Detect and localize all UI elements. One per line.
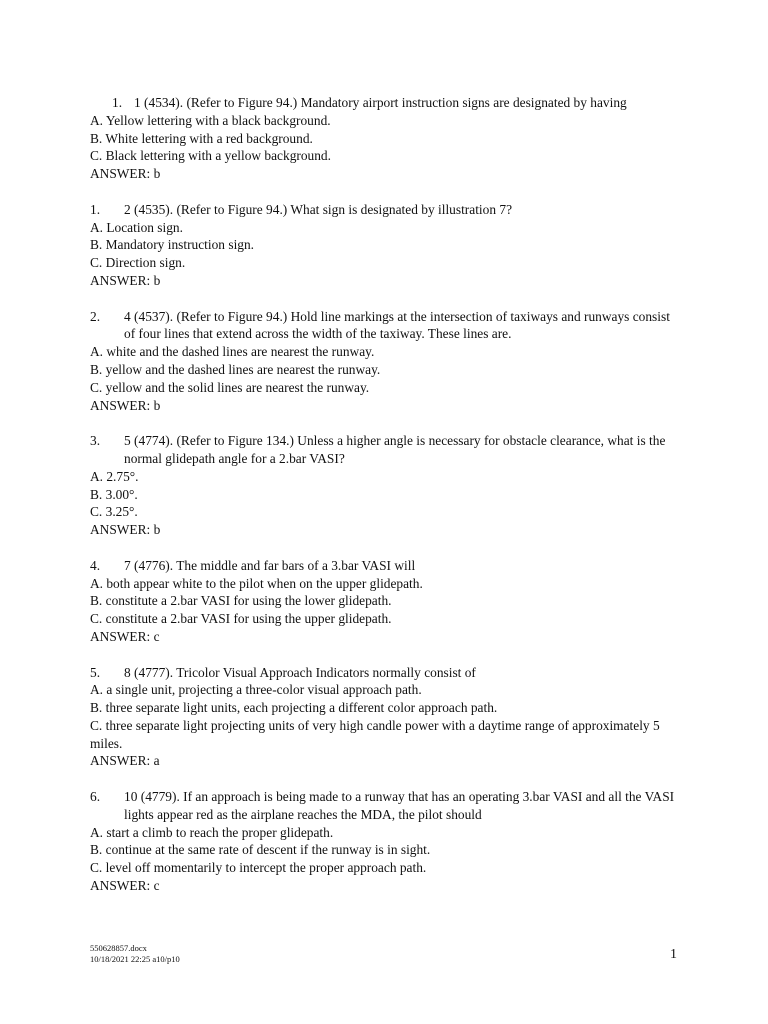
option-c: C. level off momentarily to intercept the proper approach path. [90,860,427,876]
option-b: B. White lettering with a red background. [90,130,313,146]
option-a: A. white and the dashed lines are nearest the runway. [90,344,375,360]
option-b: B. Mandatory instruction sign. [90,237,255,253]
option-a: A. 2.75°. [90,468,139,484]
question-number: 1. [112,95,123,110]
question-text: 1 (4534). (Refer to Figure 94.) Mandatory airport instruction signs are designated by having [134,95,627,110]
question-number: 5. [90,664,101,680]
question-text: 2 (4535). (Refer to Figure 94.) What sign is designated by illustration 7? [124,201,513,217]
question-text: 10 (4779). If an approach is being made to a runway that has an operating 3.bar VASI and all the VASI lights appear red as the airplane reaches the MDA, the pilot should [124,789,675,822]
option-c: C. constitute a 2.bar VASI for using the upper glidepath. [90,611,392,627]
option-c: C. Black lettering with a yellow background. [90,148,331,164]
question-6 [90,664,680,771]
answer: ANSWER: a [90,753,160,769]
page-number: 1 [670,947,677,962]
option-a: A. start a climb to reach the proper glidepath. [90,824,334,840]
option-b: B. constitute a 2.bar VASI for using the lower glidepath. [90,593,392,609]
footer-filename: 550628857.docx [90,943,147,953]
option-a: A. both appear white to the pilot when on the upper glidepath. [90,575,423,591]
page-footer [90,943,180,964]
option-a: A. Location sign. [90,219,183,235]
option-a: A. Yellow lettering with a black background. [90,112,331,128]
question-number: 6. [90,789,101,805]
option-b: B. 3.00°. [90,486,138,502]
answer: ANSWER: b [90,272,161,288]
question-number: 2. [90,308,101,324]
option-c: C. Direction sign. [90,255,186,271]
option-b: B. yellow and the dashed lines are nearest the runway. [90,361,381,377]
question-3 [90,308,680,415]
answer: ANSWER: b [90,166,161,182]
document-body [90,94,680,913]
question-number: 1. [90,201,101,217]
question-5 [90,557,680,646]
option-c: C. three separate light projecting units of very high candle power with a daytime range of approximately 5 miles. [90,717,660,751]
question-4 [90,432,680,539]
question-text: 8 (4777). Tricolor Visual Approach Indicators normally consist of [124,664,476,680]
question-text: 5 (4774). (Refer to Figure 134.) Unless a higher angle is necessary for obstacle clearance, what is the normal glidepath angle for a 2.bar VASI? [124,433,666,466]
option-c: C. 3.25°. [90,504,138,520]
option-b: B. continue at the same rate of descent if the runway is in sight. [90,842,431,858]
question-1 [90,94,680,183]
option-b: B. three separate light units, each projecting a different color approach path. [90,700,498,716]
answer: ANSWER: c [90,628,160,644]
footer-timestamp: 10/18/2021 22:25 a10/p10 [90,953,180,964]
question-2 [90,201,680,290]
question-number: 4. [90,557,101,573]
answer: ANSWER: c [90,878,160,894]
question-text: 7 (4776). The middle and far bars of a 3.bar VASI will [124,557,416,573]
answer: ANSWER: b [90,522,161,538]
option-c: C. yellow and the solid lines are nearest the runway. [90,379,370,395]
question-number: 3. [90,433,101,449]
question-text: 4 (4537). (Refer to Figure 94.) Hold line markings at the intersection of taxiways and runways consist of four lines that extend across the width of the taxiway. These lines are. [124,308,670,342]
option-a: A. a single unit, projecting a three-color visual approach path. [90,682,422,698]
answer: ANSWER: b [90,397,161,413]
question-7 [90,788,680,895]
